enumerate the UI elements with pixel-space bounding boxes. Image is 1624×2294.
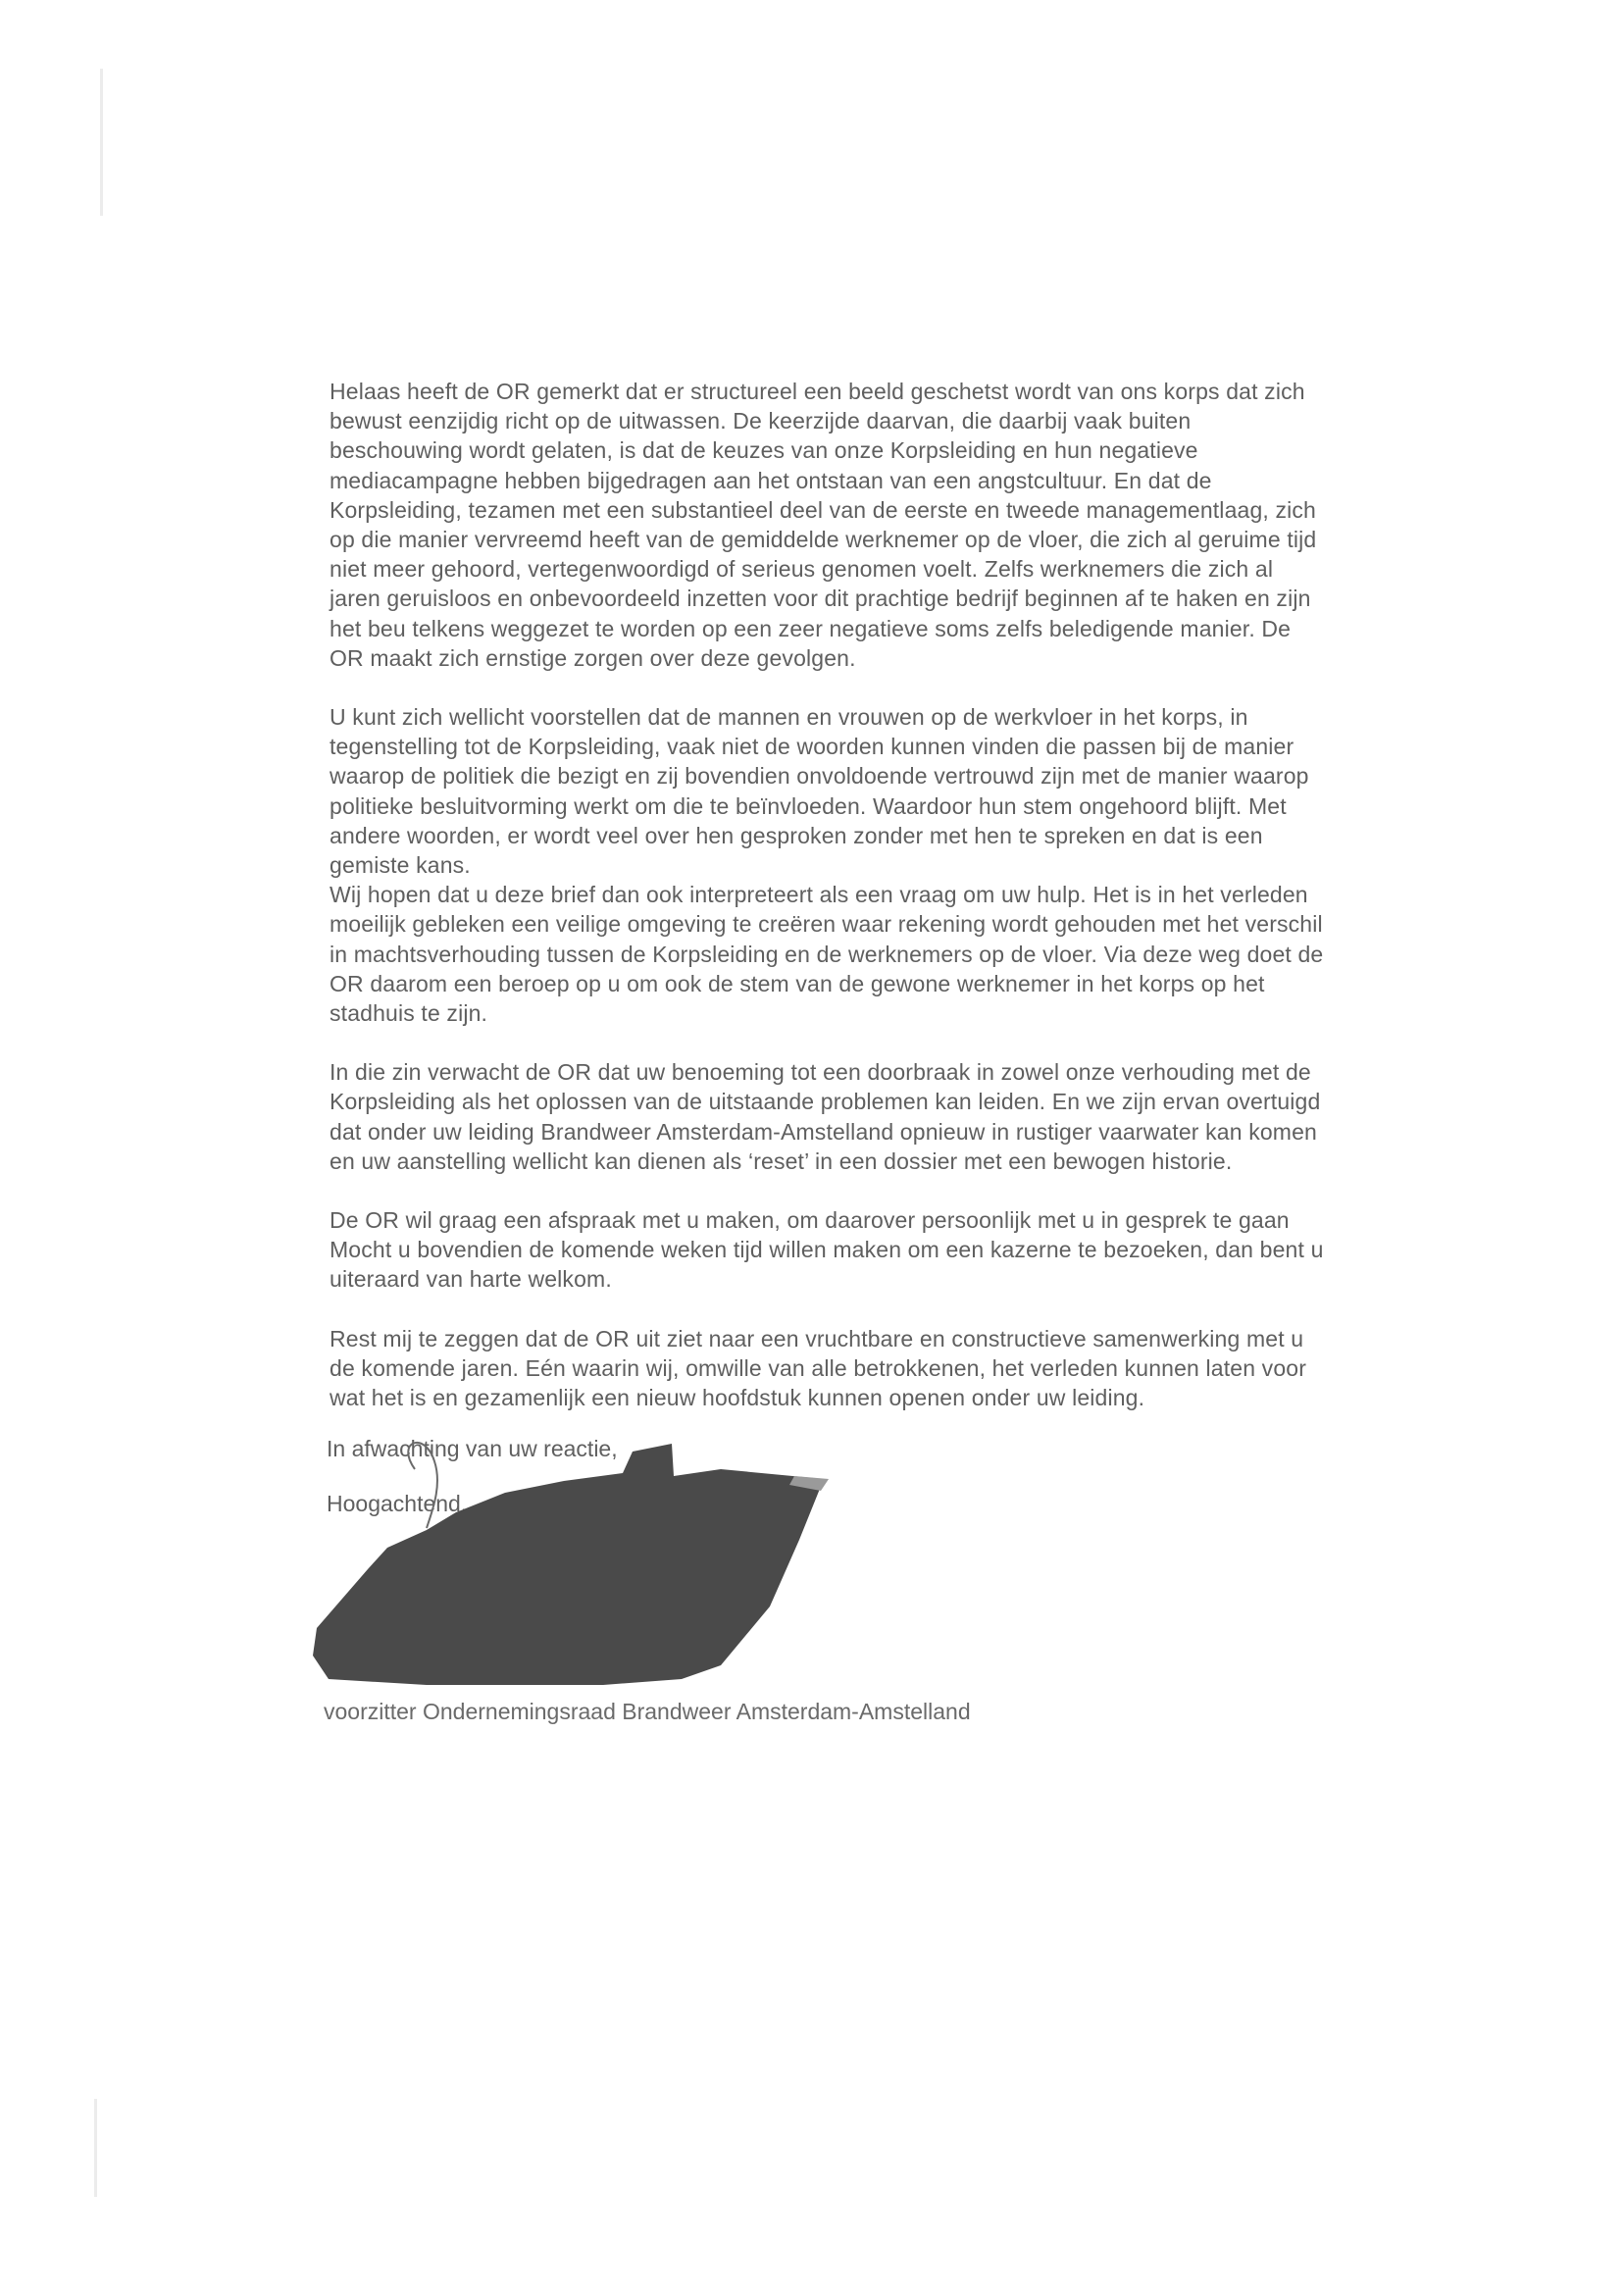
signature-scribble [408,1443,437,1528]
paragraph-4: De OR wil graag een afspraak met u maken, om daarover persoonlijk met u in gesprek te gaan Mocht u bovendien de komende weken tijd willen maken om een kazerne te bezoeken, dan bent u uiteraard van harte welkom. [330,1207,1324,1293]
redaction-block [313,1444,824,1685]
paragraph-2: U kunt zich wellicht voorstellen dat de mannen en vrouwen op de werkvloer in het korps, in tegenstelling tot de Korpsleiding, vaak niet de woorden kunnen vinden die passen bij de manier waarop de politiek die bezigt en zij bovendien onvoldoende vertrouwd zijn met de manier waarop politieke besluitvorming werkt om die te beïnvloeden. Waardoor hun stem ongehoord blijft. Met andere woorden, er wordt veel over hen gesproken zonder met hen te spreken en dat is een gemiste kans. Wij hopen dat u deze brief dan ook interpreteert als een vraag om uw hulp. Het is in het verleden moeilijk gebleken een veilige omgeving te creëren waar rekening wordt gehouden met het verschil in machtsverhouding tussen de Korpsleiding en de werknemers op de vloer. Via deze weg doet de OR daarom een beroep op u om ook de stem van de gewone werknemer in het korps op het stadhuis te zijn. [330,704,1324,1027]
redacted-signature-icon [309,1422,858,1716]
scan-edge-mark [94,2099,97,2197]
scan-edge-mark [100,69,103,216]
paragraph-1: Helaas heeft de OR gemerkt dat er structureel een beeld geschetst wordt van ons korps dat zich bewust eenzijdig richt op de uitwassen. De keerzijde daarvan, die daarbij vaak buiten beschouwing wordt gelaten, is dat de keuzes van onze Korpsleiding en hun negatieve mediacampagne hebben bijgedragen aan het ontstaan van een angstcultuur. En dat de Korpsleiding, tezamen met een substantieel deel van de eerste en tweede managementlaag, zich op die manier vervreemd heeft van de gemiddelde werknemer op de vloer, die zich al geruime tijd niet meer gehoord, vertegenwoordigd of serieus genomen voelt. Zelfs werknemers die zich al jaren geruisloos en onbevoordeeld inzetten voor dit prachtige bedrijf beginnen af te haken en zijn het beu telkens weggezet te worden op een zeer negatieve soms zelfs beledigende manier. De OR maakt zich ernstige zorgen over deze gevolgen. [330,379,1317,671]
paragraph-3: In die zin verwacht de OR dat uw benoeming tot een doorbraak in zowel onze verhouding met de Korpsleiding als het oplossen van de uitstaande problemen kan leiden. En we zijn ervan overtuigd dat onder uw leiding Brandweer Amsterdam-Amstelland opnieuw in rustiger vaarwater kan komen en uw aanstelling wellicht kan dienen als ‘reset’ in een dossier met een bewogen historie. [330,1059,1321,1174]
salutation: Hoogachtend, [327,1491,468,1516]
closing-line: In afwachting van uw reactie, [327,1436,618,1461]
paragraph-5: Rest mij te zeggen dat de OR uit ziet naar een vruchtbare en constructieve samenwerking met u de komende jaren. Eén waarin wij, omwille van alle betrokkenen, het verleden kunnen laten voor wat het is en gezamenlijk een nieuw hoofdstuk kunnen openen onder uw leiding. [330,1325,1307,1411]
signatory-title: voorzitter Ondernemingsraad Brandweer Amsterdam-Amstelland [324,1699,971,1724]
letter-body [330,377,1428,1412]
